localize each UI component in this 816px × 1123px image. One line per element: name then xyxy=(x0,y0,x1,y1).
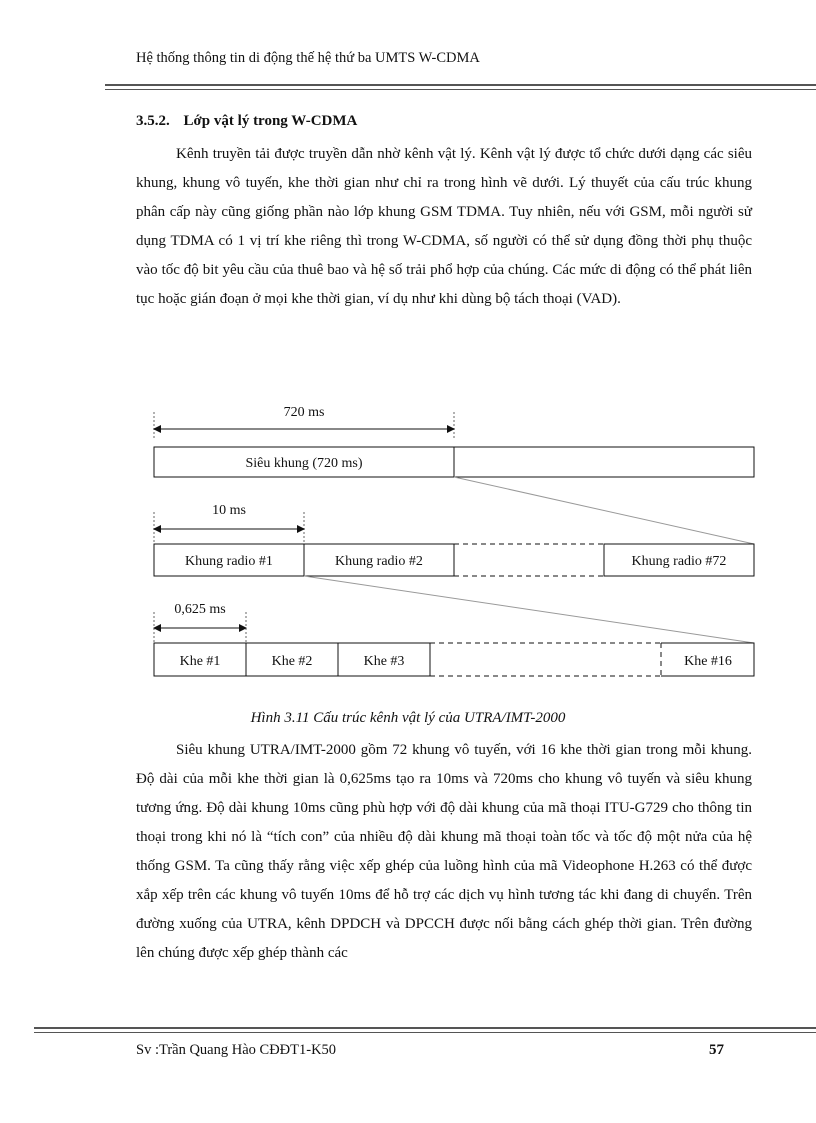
frame-label-72: Khung radio #72 xyxy=(631,554,727,569)
page-header-title: Hệ thống thông tin di động thế hệ thứ ba UMTS W-CDMA xyxy=(136,50,480,66)
expand-line-slots xyxy=(304,576,754,643)
footer-author: Sv :Trần Quang Hào CĐĐT1-K50 xyxy=(136,1042,337,1058)
superframe-label: Siêu khung (720 ms) xyxy=(245,456,363,471)
paragraph-intro-text: Kênh truyền tải được truyền dẫn nhờ kênh vật lý. Kênh vật lý được tổ chức dưới dạng các siêu khung, khung vô tuyến, khe thời gian như chỉ ra trong hình vẽ dưới. Lý thuyết của cấu trúc khung phân cấp này cũng giống phần nào lớp khung GSM TDMA. Tuy nhiên, nếu với GSM, mỗi người sử dụng TDMA có 1 vị trí khe riêng thì trong W-CDMA, số người có thể sử dụng đồng thời phụ thuộc vào tốc độ bit yêu cầu của thuê bao và hệ số trải phổ hợp của chúng. Các mức di động có thể phát liên tục hoặc gián đoạn ở mọi khe thời gian, ví dụ như khi dùng bộ tách thoại (VAD). xyxy=(136,146,752,307)
slot-gap-dashed xyxy=(430,643,661,676)
header-rule xyxy=(105,84,816,90)
slot-label-1: Khe #1 xyxy=(179,654,221,669)
frame-duration-label: 10 ms xyxy=(212,503,246,518)
superframe-next-box xyxy=(454,447,754,477)
slot-label-2: Khe #2 xyxy=(271,654,313,669)
figure-caption: Hình 3.11 Cấu trúc kênh vật lý của UTRA/IMT-2000 xyxy=(250,710,566,726)
expand-line-right xyxy=(454,477,754,544)
section-title: Lớp vật lý trong W-CDMA xyxy=(183,113,358,129)
paragraph-intro xyxy=(136,140,752,314)
slot-label-16: Khe #16 xyxy=(684,654,732,669)
frame-gap-dashed xyxy=(454,544,604,576)
superframe-duration-label: 720 ms xyxy=(283,405,325,420)
slot-dimension xyxy=(154,602,246,643)
footer-rule xyxy=(34,1027,816,1033)
frame-dimension xyxy=(154,503,304,544)
frame-structure-diagram xyxy=(136,390,766,690)
superframe-dimension xyxy=(154,405,454,440)
paragraph-superframe xyxy=(136,736,752,968)
section-heading xyxy=(136,113,357,130)
section-number: 3.5.2. xyxy=(136,113,170,129)
paragraph-superframe-text: Siêu khung UTRA/IMT-2000 gồm 72 khung vô tuyến, với 16 khe thời gian trong mỗi khung. Độ dài của mỗi khe thời gian là 0,625ms tạo ra 10ms và 720ms cho khung vô tuyến và siêu khung tương ứng. Độ dài khung 10ms cũng phù hợp với độ dài khung của mã thoại ITU-G729 cho thông tin thoại trong khi nó là “tích con” của nhiều độ dài khung mã thoại toàn tốc và tốc độ một nửa của hệ thống GSM. Ta cũng thấy rằng việc xếp ghép của luồng hình của mã Videophone H.263 có thể được xắp xếp trên các khung vô tuyến 10ms để hỗ trợ các dịch vụ hình tương tác khi đang di chuyển. Trên đường xuống của UTRA, kênh DPDCH và DPCCH được nối bằng cách ghép thời gian. Trên đường lên chúng được xếp ghép thành các xyxy=(136,742,752,961)
slot-label-3: Khe #3 xyxy=(363,654,405,669)
page-number: 57 xyxy=(709,1042,724,1058)
frame-label-2: Khung radio #2 xyxy=(335,554,423,569)
frame-label-1: Khung radio #1 xyxy=(185,554,273,569)
slot-duration-label: 0,625 ms xyxy=(174,602,226,617)
